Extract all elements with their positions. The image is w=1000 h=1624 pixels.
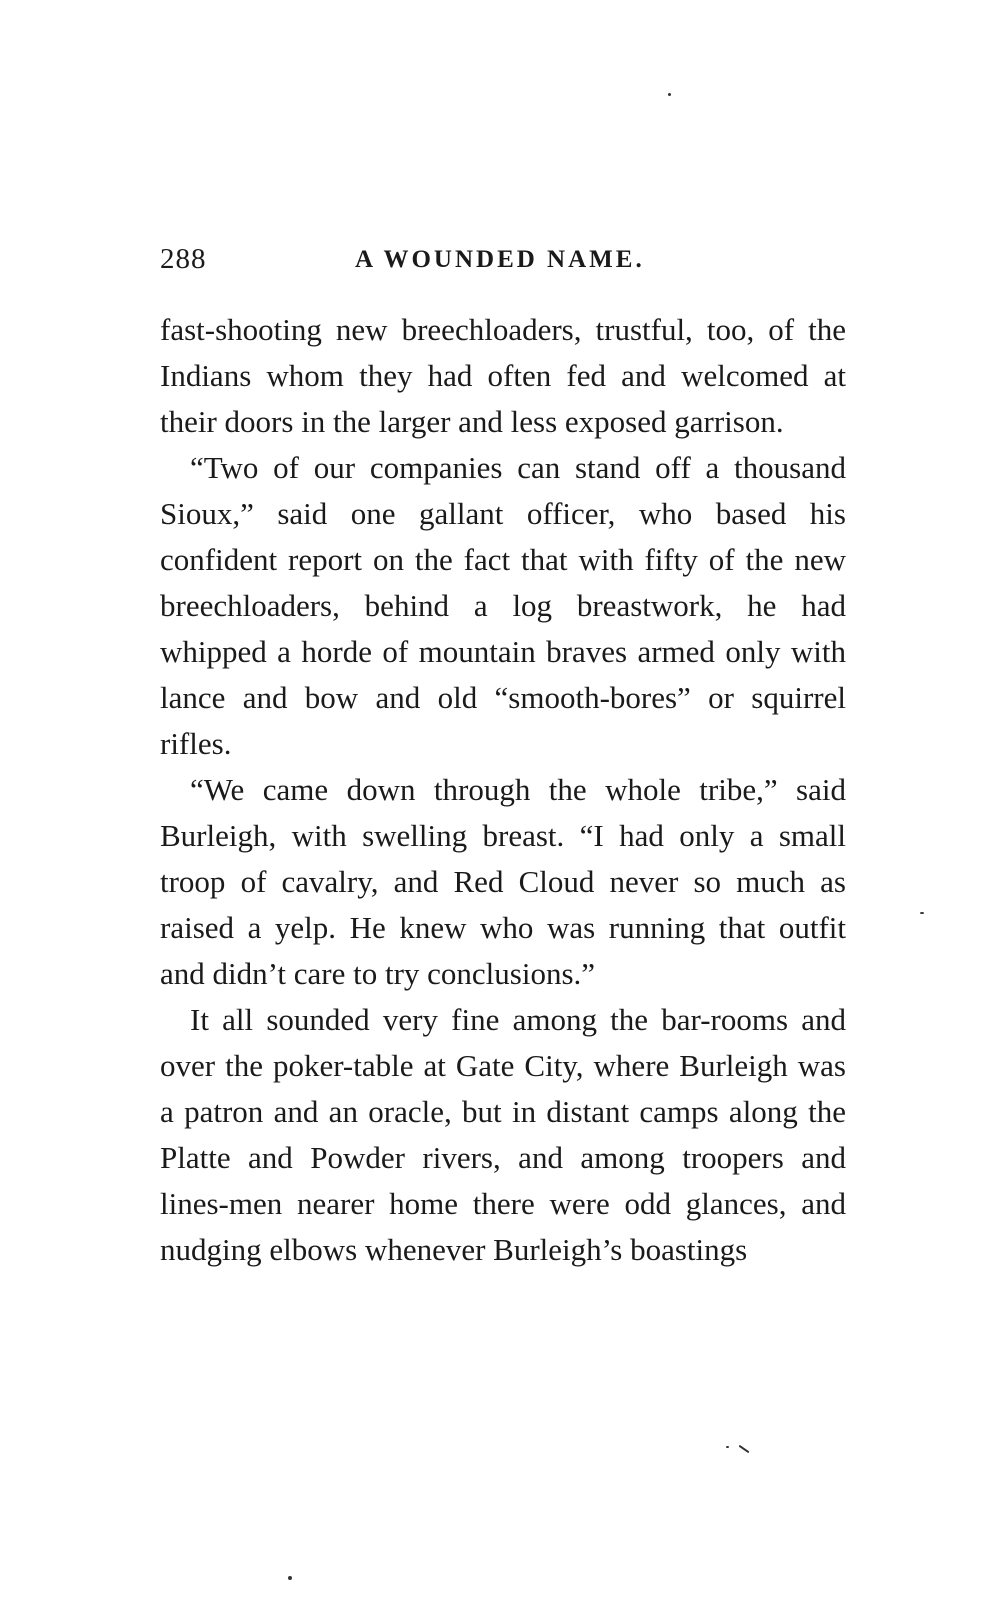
- scan-speck: [739, 1445, 750, 1454]
- scan-speck: [668, 93, 671, 96]
- paragraph: “Two of our companies can stand off a thousand Sioux,” said one gallant officer, who based his confident report on the fact that with fifty of the new breechloaders, behind a log breastwork, he had whipped a horde of mountain braves armed only with lance and bow and old “smooth-bores” or squirrel rifles.: [160, 450, 846, 761]
- scan-speck: [726, 1446, 729, 1448]
- running-title: A WOUNDED NAME.: [355, 246, 645, 273]
- body-text: [160, 307, 846, 1273]
- scan-speck: [920, 912, 924, 914]
- page-number: 288: [160, 243, 207, 275]
- paragraph: “We came down through the whole tribe,” said Burleigh, with swelling breast. “I had only a small troop of cavalry, and Red Cloud never so much as raised a yelp. He knew who was running that outfit and didn’t care to try conclusions.”: [160, 772, 846, 991]
- paragraph: fast-shooting new breechloaders, trustful, too, of the Indians whom they had often fed and welcomed at their doors in the larger and less exposed garrison.: [160, 312, 846, 439]
- paragraph: It all sounded very fine among the bar-rooms and over the poker-table at Gate City, where Burleigh was a patron and an oracle, but in distant camps along the Platte and Powder rivers, and among troopers and lines-men nearer home there were odd glances, and nudging elbows whenever Burleigh’s boastings: [160, 1002, 846, 1267]
- running-head: [160, 243, 850, 283]
- scan-speck: [288, 1576, 292, 1580]
